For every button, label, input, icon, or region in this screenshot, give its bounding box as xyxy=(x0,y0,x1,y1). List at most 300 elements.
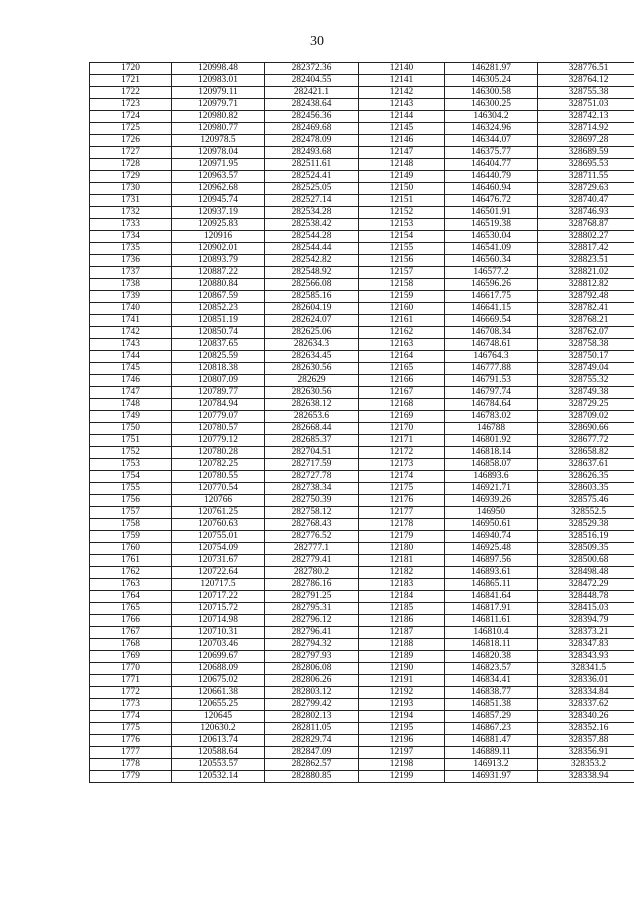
table-cell: 120630.2 xyxy=(172,723,265,735)
table-cell: 120837.65 xyxy=(172,339,265,351)
table-cell: 120963.57 xyxy=(172,171,265,183)
table-cell: 12185 xyxy=(359,603,445,615)
table-cell: 282534.28 xyxy=(265,207,359,219)
table-cell: 120780.55 xyxy=(172,471,265,483)
table-cell: 12169 xyxy=(359,411,445,423)
table-cell: 282717.59 xyxy=(265,459,359,471)
coordinates-table xyxy=(89,62,634,783)
table-cell: 282525.05 xyxy=(265,183,359,195)
table-cell: 1753 xyxy=(90,459,172,471)
table-row xyxy=(90,663,634,675)
table-cell: 1739 xyxy=(90,291,172,303)
table-cell: 282478.09 xyxy=(265,135,359,147)
table-cell: 120766 xyxy=(172,495,265,507)
table-cell: 328529.38 xyxy=(538,519,634,531)
table-cell: 146617.75 xyxy=(445,291,538,303)
table-row xyxy=(90,279,634,291)
table-cell: 282527.14 xyxy=(265,195,359,207)
table-cell: 12161 xyxy=(359,315,445,327)
table-cell: 146305.24 xyxy=(445,75,538,87)
table-cell: 328758.38 xyxy=(538,339,634,351)
table-cell: 12157 xyxy=(359,267,445,279)
table-cell: 1743 xyxy=(90,339,172,351)
table-cell: 12163 xyxy=(359,339,445,351)
table-row xyxy=(90,411,634,423)
table-cell: 282794.32 xyxy=(265,639,359,651)
table-cell: 1746 xyxy=(90,375,172,387)
table-cell: 1756 xyxy=(90,495,172,507)
table-cell: 328347.83 xyxy=(538,639,634,651)
table-cell: 1766 xyxy=(90,615,172,627)
table-cell: 328637.61 xyxy=(538,459,634,471)
table-cell: 1736 xyxy=(90,255,172,267)
table-row xyxy=(90,531,634,543)
table-row xyxy=(90,735,634,747)
table-cell: 146893.6 xyxy=(445,471,538,483)
table-cell: 282404.55 xyxy=(265,75,359,87)
table-cell: 328394.79 xyxy=(538,615,634,627)
table-cell: 12154 xyxy=(359,231,445,243)
table-cell: 1745 xyxy=(90,363,172,375)
table-cell: 146810.4 xyxy=(445,627,538,639)
table-cell: 12162 xyxy=(359,327,445,339)
table-cell: 1741 xyxy=(90,315,172,327)
table-cell: 328740.47 xyxy=(538,195,634,207)
table-cell: 120714.98 xyxy=(172,615,265,627)
table-cell: 120916 xyxy=(172,231,265,243)
table-cell: 12178 xyxy=(359,519,445,531)
table-cell: 282799.42 xyxy=(265,699,359,711)
table-cell: 282544.44 xyxy=(265,243,359,255)
table-row xyxy=(90,123,634,135)
table-cell: 282538.42 xyxy=(265,219,359,231)
table-cell: 120688.09 xyxy=(172,663,265,675)
table-cell: 146921.71 xyxy=(445,483,538,495)
table-cell: 1749 xyxy=(90,411,172,423)
table-cell: 12182 xyxy=(359,567,445,579)
table-cell: 120779.07 xyxy=(172,411,265,423)
table-cell: 282704.51 xyxy=(265,447,359,459)
table-cell: 328751.03 xyxy=(538,99,634,111)
table-row xyxy=(90,219,634,231)
table-cell: 146304.2 xyxy=(445,111,538,123)
table-cell: 328742.13 xyxy=(538,111,634,123)
table-cell: 282791.25 xyxy=(265,591,359,603)
table-cell: 146577.2 xyxy=(445,267,538,279)
table-cell: 120675.02 xyxy=(172,675,265,687)
table-cell: 120825.59 xyxy=(172,351,265,363)
table-cell: 120779.12 xyxy=(172,435,265,447)
table-cell: 146519.38 xyxy=(445,219,538,231)
table-cell: 328697.28 xyxy=(538,135,634,147)
table-cell: 1737 xyxy=(90,267,172,279)
table-cell: 282624.07 xyxy=(265,315,359,327)
table-cell: 12151 xyxy=(359,195,445,207)
table-cell: 282493.68 xyxy=(265,147,359,159)
table-row xyxy=(90,315,634,327)
table-cell: 146838.77 xyxy=(445,687,538,699)
table-cell: 146820.38 xyxy=(445,651,538,663)
table-cell: 120760.63 xyxy=(172,519,265,531)
table-cell: 12165 xyxy=(359,363,445,375)
table-cell: 282668.44 xyxy=(265,423,359,435)
table-cell: 328353.2 xyxy=(538,759,634,771)
table-row xyxy=(90,231,634,243)
table-cell: 328341.5 xyxy=(538,663,634,675)
table-cell: 146440.79 xyxy=(445,171,538,183)
table-cell: 328357.88 xyxy=(538,735,634,747)
table-cell: 146788 xyxy=(445,423,538,435)
table-cell: 120962.68 xyxy=(172,183,265,195)
table-cell: 12166 xyxy=(359,375,445,387)
table-cell: 328603.35 xyxy=(538,483,634,495)
table-cell: 120980.82 xyxy=(172,111,265,123)
table-cell: 1735 xyxy=(90,243,172,255)
table-cell: 12175 xyxy=(359,483,445,495)
table-row xyxy=(90,687,634,699)
table-row xyxy=(90,567,634,579)
table-cell: 328711.55 xyxy=(538,171,634,183)
table-row xyxy=(90,543,634,555)
table-cell: 1751 xyxy=(90,435,172,447)
table-cell: 12144 xyxy=(359,111,445,123)
table-cell: 282634.3 xyxy=(265,339,359,351)
table-cell: 120971.95 xyxy=(172,159,265,171)
table-row xyxy=(90,615,634,627)
table-cell: 282634.45 xyxy=(265,351,359,363)
table-cell: 120867.59 xyxy=(172,291,265,303)
table-cell: 1724 xyxy=(90,111,172,123)
table-row xyxy=(90,423,634,435)
table-cell: 12159 xyxy=(359,291,445,303)
table-cell: 282511.61 xyxy=(265,159,359,171)
table-row xyxy=(90,435,634,447)
table-cell: 328336.01 xyxy=(538,675,634,687)
table-cell: 12177 xyxy=(359,507,445,519)
table-cell: 120722.64 xyxy=(172,567,265,579)
table-cell: 120655.25 xyxy=(172,699,265,711)
table-cell: 12188 xyxy=(359,639,445,651)
table-cell: 12148 xyxy=(359,159,445,171)
table-cell: 120937.19 xyxy=(172,207,265,219)
table-cell: 282524.41 xyxy=(265,171,359,183)
table-cell: 120979.71 xyxy=(172,99,265,111)
table-cell: 146865.11 xyxy=(445,579,538,591)
table-cell: 12142 xyxy=(359,87,445,99)
table-cell: 120789.77 xyxy=(172,387,265,399)
table-cell: 146858.07 xyxy=(445,459,538,471)
table-cell: 12141 xyxy=(359,75,445,87)
table-cell: 146476.72 xyxy=(445,195,538,207)
table-row xyxy=(90,147,634,159)
table-cell: 328690.66 xyxy=(538,423,634,435)
table-cell: 120755.01 xyxy=(172,531,265,543)
table-cell: 282780.2 xyxy=(265,567,359,579)
table-cell: 120699.67 xyxy=(172,651,265,663)
table-row xyxy=(90,471,634,483)
table-cell: 146404.77 xyxy=(445,159,538,171)
table-cell: 12158 xyxy=(359,279,445,291)
table-row xyxy=(90,495,634,507)
table-cell: 146375.77 xyxy=(445,147,538,159)
table-cell: 328356.91 xyxy=(538,747,634,759)
table-cell: 328677.72 xyxy=(538,435,634,447)
table-cell: 146851.38 xyxy=(445,699,538,711)
table-cell: 12149 xyxy=(359,171,445,183)
table-cell: 282806.08 xyxy=(265,663,359,675)
table-cell: 120588.64 xyxy=(172,747,265,759)
table-row xyxy=(90,363,634,375)
table-cell: 328709.02 xyxy=(538,411,634,423)
table-cell: 282811.05 xyxy=(265,723,359,735)
table-cell: 146818.14 xyxy=(445,447,538,459)
table-cell: 146817.91 xyxy=(445,603,538,615)
table-cell: 146889.11 xyxy=(445,747,538,759)
table-cell: 12152 xyxy=(359,207,445,219)
table-cell: 12140 xyxy=(359,63,445,75)
table-row xyxy=(90,723,634,735)
table-cell: 120782.25 xyxy=(172,459,265,471)
table-cell: 1773 xyxy=(90,699,172,711)
table-cell: 1765 xyxy=(90,603,172,615)
table-cell: 120807.09 xyxy=(172,375,265,387)
table-cell: 120553.57 xyxy=(172,759,265,771)
table-cell: 1721 xyxy=(90,75,172,87)
table-row xyxy=(90,603,634,615)
table-cell: 12176 xyxy=(359,495,445,507)
table-cell: 146797.74 xyxy=(445,387,538,399)
table-cell: 12145 xyxy=(359,123,445,135)
table-cell: 120532.14 xyxy=(172,771,265,783)
table-cell: 12156 xyxy=(359,255,445,267)
table-cell: 120851.19 xyxy=(172,315,265,327)
table-cell: 282797.93 xyxy=(265,651,359,663)
table-cell: 282456.36 xyxy=(265,111,359,123)
table-cell: 328812.82 xyxy=(538,279,634,291)
table-cell: 120780.57 xyxy=(172,423,265,435)
table-cell: 120945.74 xyxy=(172,195,265,207)
table-cell: 328755.32 xyxy=(538,375,634,387)
table-cell: 146460.94 xyxy=(445,183,538,195)
table-row xyxy=(90,327,634,339)
table-cell: 282880.85 xyxy=(265,771,359,783)
table-row xyxy=(90,507,634,519)
table-cell: 146324.96 xyxy=(445,123,538,135)
table-cell: 12189 xyxy=(359,651,445,663)
table-cell: 120661.38 xyxy=(172,687,265,699)
table-cell: 328575.46 xyxy=(538,495,634,507)
table-row xyxy=(90,399,634,411)
table-cell: 12153 xyxy=(359,219,445,231)
table-cell: 120770.54 xyxy=(172,483,265,495)
table-cell: 328762.07 xyxy=(538,327,634,339)
table-row xyxy=(90,747,634,759)
table-cell: 146791.53 xyxy=(445,375,538,387)
table-cell: 120978.5 xyxy=(172,135,265,147)
table-row xyxy=(90,771,634,783)
table-cell: 282750.39 xyxy=(265,495,359,507)
table-cell: 328373.21 xyxy=(538,627,634,639)
table-cell: 146867.23 xyxy=(445,723,538,735)
table-cell: 282738.34 xyxy=(265,483,359,495)
table-cell: 120645 xyxy=(172,711,265,723)
table-cell: 146764.3 xyxy=(445,351,538,363)
table-cell: 1768 xyxy=(90,639,172,651)
table-cell: 120978.04 xyxy=(172,147,265,159)
table-row xyxy=(90,459,634,471)
table-cell: 1720 xyxy=(90,63,172,75)
table-row xyxy=(90,351,634,363)
table-cell: 146881.47 xyxy=(445,735,538,747)
table-cell: 328498.48 xyxy=(538,567,634,579)
table-cell: 1734 xyxy=(90,231,172,243)
table-cell: 282796.41 xyxy=(265,627,359,639)
table-cell: 1732 xyxy=(90,207,172,219)
table-cell: 282829.74 xyxy=(265,735,359,747)
table-row xyxy=(90,75,634,87)
table-cell: 282653.6 xyxy=(265,411,359,423)
table-cell: 120731.67 xyxy=(172,555,265,567)
table-cell: 146931.97 xyxy=(445,771,538,783)
table-cell: 146300.58 xyxy=(445,87,538,99)
table-cell: 120880.84 xyxy=(172,279,265,291)
table-row xyxy=(90,159,634,171)
table-cell: 120850.74 xyxy=(172,327,265,339)
table-cell: 12191 xyxy=(359,675,445,687)
table-cell: 1738 xyxy=(90,279,172,291)
table-cell: 328729.63 xyxy=(538,183,634,195)
table-cell: 146596.26 xyxy=(445,279,538,291)
table-cell: 328792.48 xyxy=(538,291,634,303)
table-cell: 12160 xyxy=(359,303,445,315)
table-cell: 146560.34 xyxy=(445,255,538,267)
table-cell: 146893.61 xyxy=(445,567,538,579)
table-cell: 120852.23 xyxy=(172,303,265,315)
table-cell: 328415.03 xyxy=(538,603,634,615)
table-row xyxy=(90,111,634,123)
table-cell: 328472.29 xyxy=(538,579,634,591)
table-cell: 282862.57 xyxy=(265,759,359,771)
table-cell: 146501.91 xyxy=(445,207,538,219)
table-cell: 1729 xyxy=(90,171,172,183)
table-cell: 282566.08 xyxy=(265,279,359,291)
table-cell: 1779 xyxy=(90,771,172,783)
table-cell: 1725 xyxy=(90,123,172,135)
table-cell: 12195 xyxy=(359,723,445,735)
table-cell: 12179 xyxy=(359,531,445,543)
table-cell: 1742 xyxy=(90,327,172,339)
table-cell: 120925.83 xyxy=(172,219,265,231)
table-cell: 12164 xyxy=(359,351,445,363)
table-row xyxy=(90,627,634,639)
table-cell: 120818.38 xyxy=(172,363,265,375)
table-cell: 1727 xyxy=(90,147,172,159)
table-cell: 282629 xyxy=(265,375,359,387)
table-row xyxy=(90,207,634,219)
table-cell: 146811.61 xyxy=(445,615,538,627)
table-cell: 146925.48 xyxy=(445,543,538,555)
table-cell: 328746.93 xyxy=(538,207,634,219)
table-cell: 328782.41 xyxy=(538,303,634,315)
table-cell: 328338.94 xyxy=(538,771,634,783)
table-cell: 120979.11 xyxy=(172,87,265,99)
table-cell: 146530.04 xyxy=(445,231,538,243)
table-cell: 120613.74 xyxy=(172,735,265,747)
table-cell: 282847.09 xyxy=(265,747,359,759)
table-cell: 146344.07 xyxy=(445,135,538,147)
table-cell: 282806.26 xyxy=(265,675,359,687)
table-cell: 146950.61 xyxy=(445,519,538,531)
table-row xyxy=(90,651,634,663)
table-cell: 282777.1 xyxy=(265,543,359,555)
table-cell: 1757 xyxy=(90,507,172,519)
table-cell: 282438.64 xyxy=(265,99,359,111)
table-cell: 12171 xyxy=(359,435,445,447)
table-cell: 120980.77 xyxy=(172,123,265,135)
table-cell: 282796.12 xyxy=(265,615,359,627)
table-cell: 1764 xyxy=(90,591,172,603)
table-row xyxy=(90,675,634,687)
table-cell: 12146 xyxy=(359,135,445,147)
table-cell: 282795.31 xyxy=(265,603,359,615)
table-cell: 12197 xyxy=(359,747,445,759)
table-cell: 120710.31 xyxy=(172,627,265,639)
table-cell: 1769 xyxy=(90,651,172,663)
table-body xyxy=(90,63,634,783)
table-cell: 328343.93 xyxy=(538,651,634,663)
table-cell: 1744 xyxy=(90,351,172,363)
table-cell: 12181 xyxy=(359,555,445,567)
table-cell: 328334.84 xyxy=(538,687,634,699)
table-cell: 328509.35 xyxy=(538,543,634,555)
table-cell: 328714.92 xyxy=(538,123,634,135)
page-number: 30 xyxy=(310,34,324,49)
table-cell: 328500.68 xyxy=(538,555,634,567)
table-cell: 1771 xyxy=(90,675,172,687)
table-row xyxy=(90,267,634,279)
table-cell: 12172 xyxy=(359,447,445,459)
table-cell: 282604.19 xyxy=(265,303,359,315)
table-cell: 120983.01 xyxy=(172,75,265,87)
table-cell: 328552.5 xyxy=(538,507,634,519)
table-cell: 328750.17 xyxy=(538,351,634,363)
table-cell: 282727.78 xyxy=(265,471,359,483)
table-cell: 282585.16 xyxy=(265,291,359,303)
table-cell: 282758.12 xyxy=(265,507,359,519)
table-cell: 120998.48 xyxy=(172,63,265,75)
table-cell: 328755.38 xyxy=(538,87,634,99)
table-cell: 1776 xyxy=(90,735,172,747)
table-cell: 146841.64 xyxy=(445,591,538,603)
table-cell: 282542.82 xyxy=(265,255,359,267)
table-cell: 120717.5 xyxy=(172,579,265,591)
table-row xyxy=(90,243,634,255)
table-cell: 328768.87 xyxy=(538,219,634,231)
table-row xyxy=(90,483,634,495)
table-row xyxy=(90,135,634,147)
table-row xyxy=(90,195,634,207)
table-cell: 1774 xyxy=(90,711,172,723)
table-cell: 12199 xyxy=(359,771,445,783)
table-cell: 146940.74 xyxy=(445,531,538,543)
table-cell: 282776.52 xyxy=(265,531,359,543)
table-cell: 120780.28 xyxy=(172,447,265,459)
table-row xyxy=(90,711,634,723)
table-cell: 282630.56 xyxy=(265,363,359,375)
table-cell: 146834.41 xyxy=(445,675,538,687)
table-cell: 146913.2 xyxy=(445,759,538,771)
table-cell: 1730 xyxy=(90,183,172,195)
